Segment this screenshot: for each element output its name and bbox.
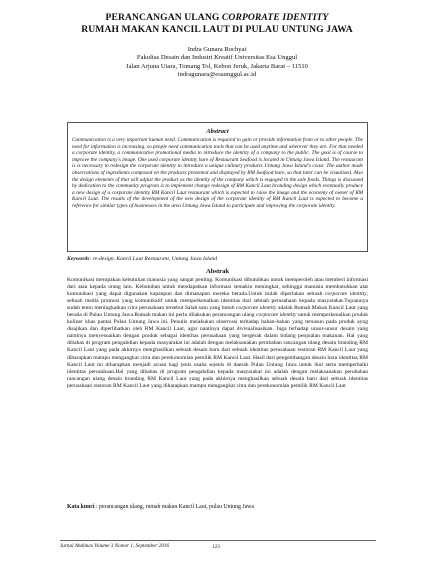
abstrak-text [67, 277, 368, 390]
abstrak-em-3: corporate identity [256, 312, 297, 319]
title-line1-prefix: PERANCANGAN ULANG [105, 12, 222, 23]
keywords-english [67, 256, 368, 263]
keywords-indonesian [67, 504, 368, 511]
abstract-heading: Abstract [206, 128, 229, 135]
page-number: 123 [212, 544, 220, 550]
journal-citation: Jurnal Abdimas Volume 3 Nomor 1, September 2016 [60, 543, 170, 549]
abstrak-part-3: adalah Rumah Makan Kancil Laut yang berada di Pulau Untung Jawa.Rumah makan ini perlu dilakukan perancangan ulang [67, 305, 368, 319]
paper-title [40, 12, 394, 35]
abstrak-em-1: corporate identity [325, 291, 367, 298]
abstract-english-box [67, 122, 368, 252]
author-name: Indra Gunara Rochyat [187, 46, 247, 53]
author-block [40, 46, 394, 79]
author-affiliation: Fakultas Desain dan Industri Kreatif Universitas Esa Unggul [136, 54, 298, 62]
title-line1-emphasis: CORPORATE IDENTITY [221, 12, 329, 23]
abstrak-heading: Abstrak [205, 268, 230, 275]
author-email: indragunara@esaunggul.ac.id [177, 70, 257, 78]
keywords-values: : re-design, Kancil Laut Restaurant, Untung Jawa Island [89, 256, 218, 262]
kata-kunci-label: Kata kunci [67, 504, 95, 510]
kata-kunci-values: : perancangan ulang, rumah makan Kancil Laut, pulau Untung Jawa [94, 504, 254, 510]
keywords-label: Keywords [67, 256, 90, 262]
abstract-text: Communication is a very important human need. Communication is required to gain or provide information from or to other people. The need for information is increasing, so people need communication tools that can be used anytime and wherever they are. For that needed a corporate identity, a communicative promotional media to introduce the identity of a company to the public. The goal is of course to improve the company's image. One used corporate identity hare of Restaurant Seafood is located in Untung Jawa Island. The restaurant is is necessary to redesign the corporate identity to introduce a unique culinary products Untung Jawa Island's coast. The author made observations of ingredients composed on the products presented and displayed by RM Seafood hare, so that later can be visualized. Also the design elements of that will adjust the product as the identity of the company which is engaged in the sale foods. Things is discussed by dedication to the community program is to implement change redesign of RM Kancil Laut branding design which eventually produce a new design of a corporate identity RM Kancil Laut restaurant which is expected to raise the image and the economy of owner of RM Kancil Laut. The results of the development of the new design of the corporate identity of RM Kancil Laut is expected to become a reference for similar types of businesses in the area Untung Jawa Island to participate and improving the corporate identity. [72, 137, 363, 209]
page-footer [60, 540, 376, 550]
abstrak-em-2: corporate identity [236, 305, 277, 312]
author-address: Jalan Arjuna Utara, Tomang Tol, Kebon Jeruk, Jakarta Barat – 11510 [126, 62, 308, 70]
abstrak-part-4: untuk memperkenalkan produk kuliner khas pantai Pulau Untung Jawa ini. Penulis melakukan observasi terhadap bahan-bahan yang tersusun pada produk ayng disajikan dan diperlihatkan oleh RM Kancil Laut, agar nantinya dapat divisualisasikan. Juga terhadap unsur-unsur desain yang nantinya menyesuaikan dengan produk sebagai identitas perusahaan yang bergerak dalam bidang penjualan makanan. Hal yang dibahas di program pengabdian kepada masyarakat ini adalah dengan melaksanakan perubahan rancangan ulang desain branding RM Kancil Laut yang pada akhirnya menghasilkan sebuah desain baru dari sebuah identitas perusahaan restoran RM Kancil Laut yang diharapkan mampu mengangkat citra dan perekonomian pemilik RM Kancil Laut. Hasil dari pengembangan desain baru identitas RM Kancil Laut ini diharapkan menjadi acuan bagi jenis usaha sejenis di daerah Pulau Untung Jawa untuk ikut serta memperbaiki identitas perusahaan.Hal yang dibahas di program pengabdian kepada masyarakat ini adalah dengan melaksanakan perubahan rancangan ulang desain branding RM Kancil Laut yang pada akhirnya menghasilkan sebuah desain baru dari sebuah identitas perusahaan restoran RM Kancil Laut yang diharapkan mampu mengangkat citra dan perekonomian pemilik RM Kancil Laut [67, 312, 368, 389]
abstrak-part-1: Komunikasi merupakan kebutuhan manusia yang sangat penting. Komunikasi dibutuhkan untuk memperoleh atau memberi informasi dari atau kepada orang lain. Kebutuhan untuk mendapatkan informasi semakin meningkat, sehingga manusia membutuhkan alat komunikasi yang dapat digunakan kapanpun dan dimanapun mereka berada.Untuk itulah diperlukan sebuah [67, 277, 368, 298]
abstrak-part-2: , sebuah media promosi yang komunikatif untuk memperkenalkan identitas dari sebuah perusahaan kepada masyarakat.Tujuannya sudah tentu meningkatkan citra perusahaan tersebut.Salah satu yang butuh [67, 291, 368, 312]
title-line2: RUMAH MAKAN KANCIL LAUT DI PULAU UNTUNG JAWA [81, 23, 353, 35]
